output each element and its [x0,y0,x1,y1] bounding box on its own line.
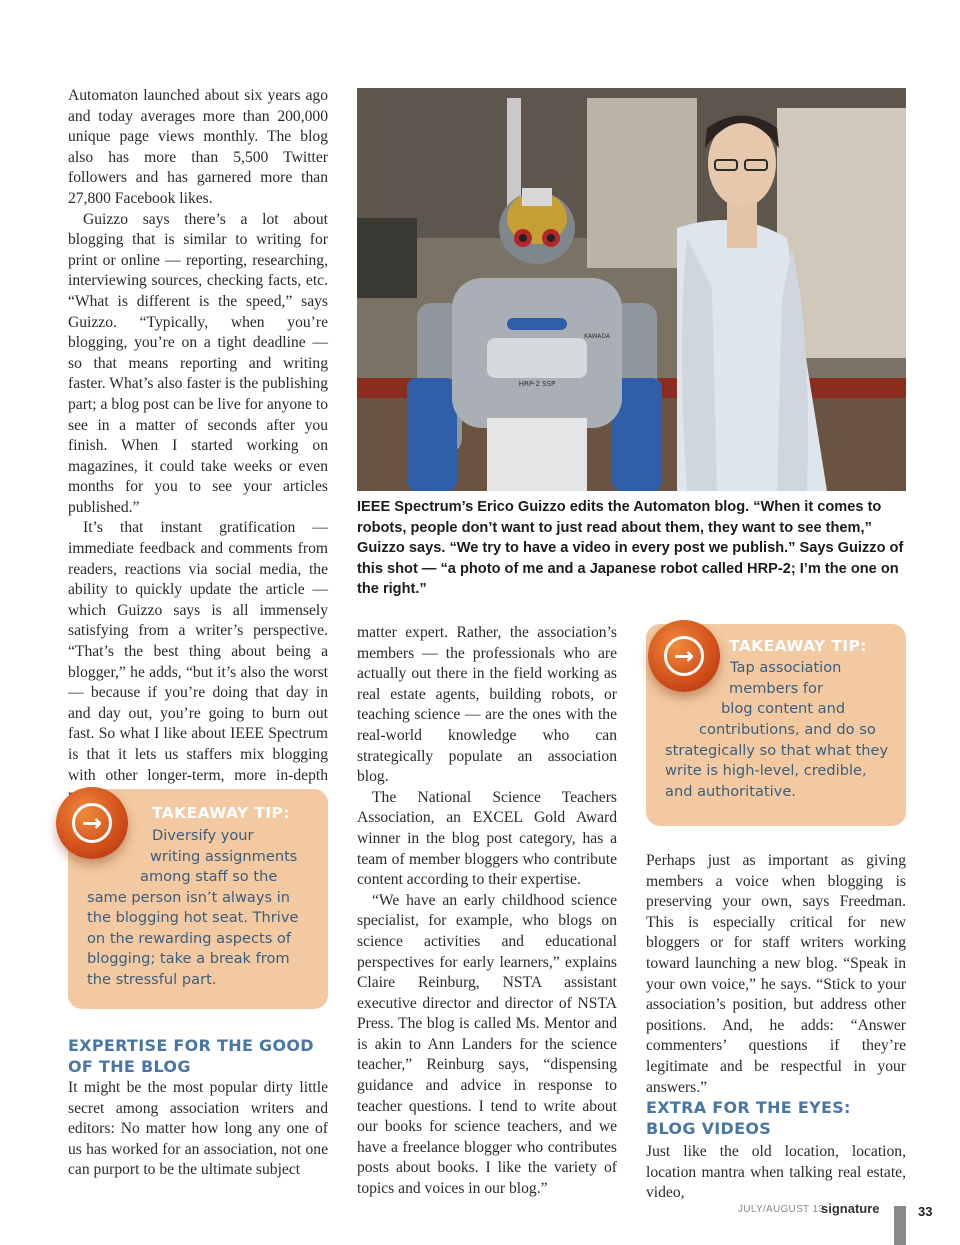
tip-line: writing assignments [150,848,298,865]
article-column-3 [646,851,906,1098]
section-heading: EXPERTISE FOR THE GOOD OF THE BLOG [68,1036,314,1076]
tip-line: contributions, and do so [699,721,876,738]
tip-line: strategically so that what they [665,742,889,759]
arrow-right-icon: → [664,636,704,676]
tip-line: Tap association [730,659,842,676]
paragraph: Perhaps just as important as giving members a voice when blogging is preserving your own, says Freedman. This is especially critical for new bloggers or for staff writers working toward launching a new blog. “Speak in your own voice,” he says. “Stick to your association’s position, but address other positions. And, he adds: “Answer commenters’ questions if they’re legitimate and be respectful in your answers.” [646,852,906,1096]
arrow-right-icon: → [72,803,112,843]
robot-and-editor-illustration [357,88,906,491]
paragraph: The National Science Teachers Association, an EXCEL Gold Award winner in the blog post category, has a team of member bloggers who contribute content according to their expertise. [357,788,617,889]
paragraph: Automaton launched about six years ago and today averages more than 200,000 unique page views monthly. The blog also has more than 5,500 Twitter followers and has garnered more than 27,800 Facebook likes. [68,87,328,207]
section-heading: EXTRA FOR THE EYES: BLOG VIDEOS [646,1098,851,1138]
tip-title: TAKEAWAY TIP: [729,637,867,655]
paragraph: It might be the most popular dirty little secret among association writers and editors: No matter how long any one of us has worked for an association, not one can purport to be the ultimate subject [68,1079,328,1179]
article-column-1 [68,86,328,807]
tip-line: members for [729,680,823,697]
tip-line: among staff so the [140,868,278,885]
article-column-1-continued [68,1078,328,1181]
tip-line: blogging; take a break from [87,950,290,967]
paragraph: “We have an early childhood science specialist, for example, who blogs on science activities and educational perspectives for early learners,” explains Claire Reinburg, NSTA assistant executive director and director of NSTA Press. The blog is called Ms. Mentor and is akin to Ann Landers for the science teacher,” Reinburg says, “dispensing guidance and advice in response to teacher questions. I tend to write about our books for science teachers, and we have a freelance blogger who contributes posts about books. I like the variety of topics and voices in our blog.” [357,891,617,1198]
issue-date: JULY/AUGUST 13 [738,1204,825,1215]
arrow-badge-icon [648,620,720,692]
article-column-2 [357,623,617,1200]
footer-bar [894,1206,906,1245]
page-number: 33 [918,1204,933,1219]
tip-line: same person isn’t always in [87,889,291,906]
paragraph: Guizzo says there’s a lot about blogging that is similar to writing for print or online — reporting, researching, interviewing sources, checking facts, etc. “What is different is the speed,” says Guizzo. “Typically, when you’re blogging, you’re on a tight deadline — so that means reporting and writing faster. What’s also faster is the publishing part; a blog post can be live for anyone to see in a matter of seconds after you finish. When I started working on magazines, it could take weeks or even months for you to see your articles published.” [68,210,328,516]
tip-line: the stressful part. [87,971,217,988]
robot-label: HRP-2 SSP [518,380,556,388]
paragraph: Just like the old location, location, location mantra when talking real estate, video, [646,1143,906,1202]
photo-caption: IEEE Spectrum’s Erico Guizzo edits the Automaton blog. “When it comes to robots, people don’t want to just read about them, they want to see them,” Guizzo says. “We try to have a video in every post we publish.” Says Guizzo of this shot — “a photo of me and a Japanese robot called HRP-2; I’m the one on the right.” [357,499,904,598]
tip-title: TAKEAWAY TIP: [152,804,290,822]
takeaway-tip-box [68,789,328,1009]
takeaway-tip-box [646,624,906,826]
tip-line: blog content and [721,700,846,717]
magazine-name: signature [821,1201,880,1216]
tip-line: write is high-level, credible, [665,762,867,779]
paragraph: It’s that instant gratification — immediate feedback and comments from readers, reactions via social media, the ability to quickly update the article — which Guizzo says is all immensely satisfying from a writer’s perspective. “That’s the best thing about being a blogger,” he adds, “but it’s also the worst — because if you’re doing that day in and day out, you’re going to burn out fast. So what I like about IEEE Spectrum is that it lets us staffers mix blogging with other longer-term, more in-depth [68,519,328,784]
article-photo [357,88,906,491]
arrow-badge-icon [56,787,128,859]
tip-line: on the rewarding aspects of [87,930,291,947]
article-column-3-continued [646,1142,906,1204]
robot-brand: KAWADA [584,333,610,340]
paragraph: matter expert. Rather, the association’s members — the professionals who are actually out there in the field working as real estate agents, building robots, or teaching science — are the ones with the real-world knowledge who can strategically populate an association blog. [357,624,617,786]
tip-line: and authoritative. [665,783,796,800]
tip-line: the blogging hot seat. Thrive [87,909,299,926]
tip-line: Diversify your [152,827,254,844]
